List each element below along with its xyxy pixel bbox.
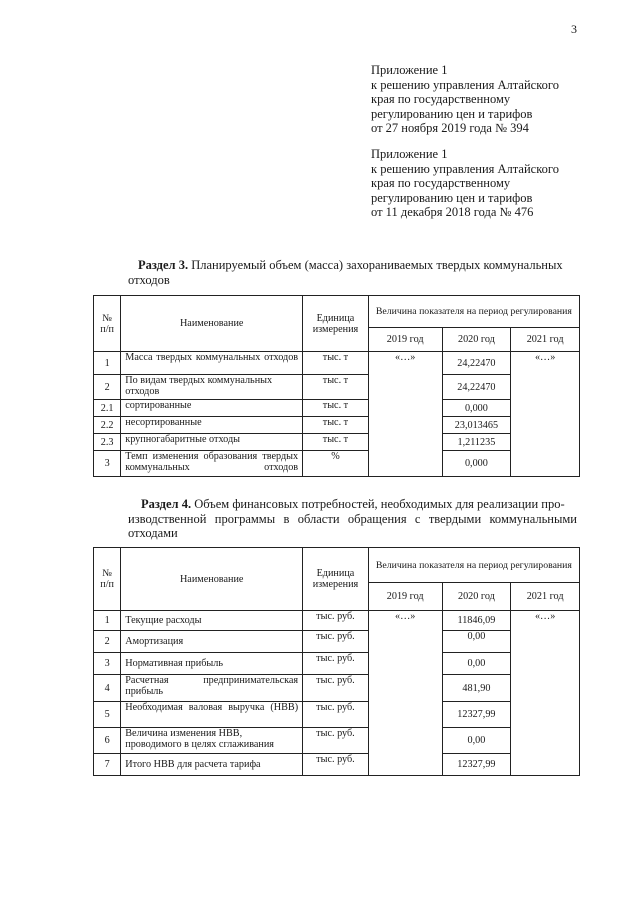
section3-heading [128, 258, 576, 287]
row-num: 4 [94, 675, 121, 702]
appendix-line: к решению управления Алтайского [371, 161, 559, 176]
header-name: Наименование [121, 548, 303, 611]
row-name: крупногабаритные отходы [121, 434, 303, 451]
appendix-line: Приложение 1 [371, 63, 448, 77]
row-value-2020: 23,013465 [442, 417, 511, 434]
row-value-2020: 0,00 [442, 653, 511, 675]
row-num: 6 [94, 728, 121, 754]
table-row [94, 451, 580, 477]
row-unit: тыс. т [303, 400, 369, 417]
row-num: 2.3 [94, 434, 121, 451]
row-value-2020: 12327,99 [442, 754, 511, 776]
appendix-line: от 11 декабря 2018 года № 476 [371, 205, 534, 219]
header-unit: Единица измерения [303, 548, 369, 611]
row-unit: тыс. т [303, 375, 369, 400]
row-num: 1 [94, 611, 121, 631]
header-2021: 2021 год [511, 583, 580, 611]
row-unit: тыс. руб. [303, 611, 369, 631]
section4-title-cont: изводственной программы в области обращения с твердыми коммунальными отходами [128, 511, 577, 540]
appendix-line: регулированию цен и тарифов [371, 106, 533, 121]
section4-title: Объем финансовых потребностей, необходимых для реализации про- [194, 497, 565, 511]
table-row [94, 653, 580, 675]
row-name: Масса твердых коммунальных отходов [121, 352, 303, 375]
value-2021: «…» [511, 352, 580, 477]
row-unit: % [303, 451, 369, 477]
row-name: Необходимая валовая выручка (НВВ) [121, 702, 303, 728]
row-value-2020: 0,000 [442, 400, 511, 417]
row-num: 2 [94, 375, 121, 400]
section4-heading [128, 497, 577, 541]
page-number: 3 [571, 22, 577, 36]
row-num: 3 [94, 653, 121, 675]
table-row [94, 417, 580, 434]
row-num: 7 [94, 754, 121, 776]
header-num: № п/п [94, 296, 121, 352]
table-row [94, 728, 580, 754]
table-row [94, 375, 580, 400]
row-num: 2.1 [94, 400, 121, 417]
row-unit: тыс. руб. [303, 631, 369, 653]
row-name: Итого НВВ для расчета тарифа [121, 754, 303, 776]
row-unit: тыс. т [303, 352, 369, 375]
row-num: 1 [94, 352, 121, 375]
section3-title-cont: отходов [128, 272, 170, 287]
header-2021: 2021 год [511, 328, 580, 352]
section4-label: Раздел 4. [141, 497, 192, 511]
appendix-line: Приложение 1 [371, 147, 448, 161]
row-name: Величина изменения НВВ, проводимого в целях сглаживания [121, 728, 303, 754]
row-num: 3 [94, 451, 121, 477]
row-unit: тыс. т [303, 434, 369, 451]
row-name: сортированные [121, 400, 303, 417]
header-2019: 2019 год [368, 328, 442, 352]
table-row [94, 434, 580, 451]
row-unit: тыс. руб. [303, 702, 369, 728]
value-2019: «…» [368, 611, 442, 776]
row-name: несортированные [121, 417, 303, 434]
row-name: Нормативная прибыль [121, 653, 303, 675]
row-unit: тыс. руб. [303, 754, 369, 776]
row-num: 2 [94, 631, 121, 653]
section4-table [93, 547, 580, 776]
header-2019: 2019 год [368, 583, 442, 611]
row-name: По видам твердых коммунальных отходов [121, 375, 303, 400]
row-unit: тыс. т [303, 417, 369, 434]
value-2021: «…» [511, 611, 580, 776]
row-unit: тыс. руб. [303, 675, 369, 702]
appendix-block-current [371, 63, 559, 136]
row-name: Амортизация [121, 631, 303, 653]
row-num: 5 [94, 702, 121, 728]
header-period: Величина показателя на период регулирования [368, 296, 579, 328]
table-row [94, 611, 580, 631]
row-name: Расчетная предпринимательская прибыль [121, 675, 303, 702]
row-name: Темп изменения образования твердых коммунальных отходов [121, 451, 303, 477]
table-row [94, 702, 580, 728]
row-value-2020: 24,22470 [442, 375, 511, 400]
appendix-line: края по государственному [371, 176, 511, 190]
row-value-2020: 12327,99 [442, 702, 511, 728]
appendix-line: к решению управления Алтайского [371, 77, 559, 92]
row-value-2020: 24,22470 [442, 352, 511, 375]
row-value-2020: 481,90 [442, 675, 511, 702]
header-2020: 2020 год [442, 583, 511, 611]
table-row [94, 400, 580, 417]
row-num: 2.2 [94, 417, 121, 434]
row-value-2020: 0,000 [442, 451, 511, 477]
section3-title: Планируемый объем (масса) захораниваемых твердых коммунальных [191, 258, 563, 272]
row-value-2020: 0,00 [442, 631, 511, 653]
appendix-line: регулированию цен и тарифов [371, 190, 533, 205]
table-row [94, 754, 580, 776]
table-row [94, 675, 580, 702]
table-row [94, 352, 580, 375]
row-value-2020: 11846,09 [442, 611, 511, 631]
header-2020: 2020 год [442, 328, 511, 352]
appendix-line: от 27 ноября 2019 года № 394 [371, 121, 529, 135]
section3-label: Раздел 3. [138, 258, 189, 272]
table-row [94, 631, 580, 653]
appendix-block-previous [371, 147, 559, 220]
row-unit: тыс. руб. [303, 653, 369, 675]
row-name: Текущие расходы [121, 611, 303, 631]
header-num: № п/п [94, 548, 121, 611]
value-2019: «…» [368, 352, 442, 477]
header-unit: Единица измерения [303, 296, 369, 352]
row-value-2020: 1,211235 [442, 434, 511, 451]
row-unit: тыс. руб. [303, 728, 369, 754]
row-value-2020: 0,00 [442, 728, 511, 754]
header-period: Величина показателя на период регулирования [368, 548, 579, 583]
appendix-line: края по государственному [371, 92, 511, 106]
section3-table [93, 295, 580, 477]
header-name: Наименование [121, 296, 303, 352]
